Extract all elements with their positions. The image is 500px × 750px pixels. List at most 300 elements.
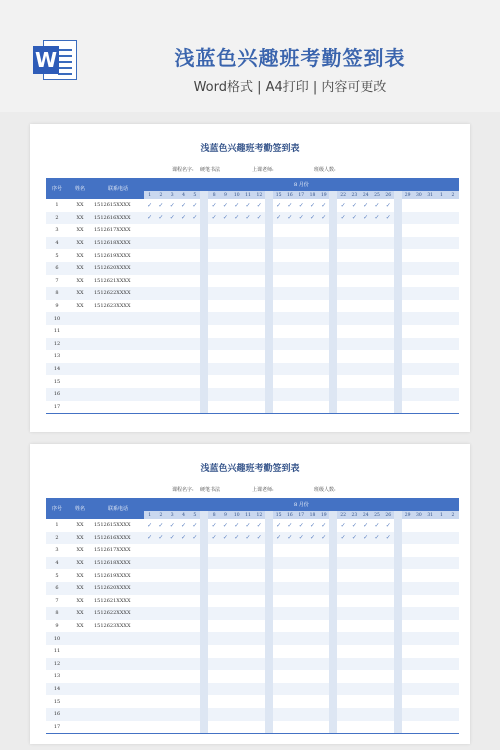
attendance-cell: [178, 544, 189, 557]
attendance-cell: [318, 325, 329, 338]
attendance-cell: [402, 338, 413, 351]
teacher-label: 上课老师:: [252, 167, 274, 173]
table-row: [46, 519, 459, 532]
attendance-cell: [349, 721, 360, 734]
attendance-cell: [155, 721, 166, 734]
attendance-cell: ✓: [254, 532, 265, 545]
attendance-cell: [413, 632, 424, 645]
week-gap: [200, 544, 208, 557]
row-number: 6: [46, 262, 68, 275]
week-gap: [394, 511, 402, 519]
day-header: 15: [273, 191, 284, 199]
week-gap: [394, 375, 402, 388]
attendance-cell: [436, 363, 447, 376]
attendance-cell: [402, 683, 413, 696]
attendance-cell: ✓: [385, 201, 391, 209]
week-gap: [200, 249, 208, 262]
attendance-cell: [296, 582, 307, 595]
attendance-cell: [208, 350, 219, 363]
attendance-cell: [360, 569, 371, 582]
week-gap: [394, 658, 402, 671]
attendance-cell: [402, 708, 413, 721]
attendance-cell: [284, 695, 295, 708]
attendance-cell: [178, 645, 189, 658]
attendance-cell: [349, 224, 360, 237]
week-gap: [329, 695, 337, 708]
student-phone: [92, 658, 144, 671]
attendance-cell: [167, 375, 178, 388]
attendance-cell: [231, 237, 242, 250]
attendance-cell: [425, 658, 436, 671]
attendance-cell: [318, 582, 329, 595]
attendance-cell: [284, 325, 295, 338]
student-name: XX: [68, 212, 92, 225]
week-gap: [200, 224, 208, 237]
attendance-cell: [425, 199, 436, 212]
table-row: [46, 375, 459, 388]
week-gap: [329, 683, 337, 696]
attendance-cell: [318, 708, 329, 721]
attendance-cell: [307, 544, 318, 557]
table-row: [46, 683, 459, 696]
day-header: 9: [220, 191, 231, 199]
attendance-cell: [371, 375, 382, 388]
day-header: 16: [284, 191, 295, 199]
col-header-name: 姓名: [68, 498, 92, 519]
attendance-cell: [413, 607, 424, 620]
week-gap: [329, 363, 337, 376]
table-row: [46, 363, 459, 376]
attendance-cell: [296, 557, 307, 570]
week-gap: [200, 350, 208, 363]
attendance-cell: [371, 695, 382, 708]
attendance-cell: ✓: [371, 532, 382, 545]
attendance-cell: ✓: [351, 521, 357, 529]
attendance-cell: [231, 658, 242, 671]
attendance-cell: [413, 683, 424, 696]
table-row: [46, 325, 459, 338]
day-header: 3: [167, 191, 178, 199]
attendance-cell: [360, 388, 371, 401]
student-name: [68, 312, 92, 325]
student-name: [68, 695, 92, 708]
attendance-cell: [318, 312, 329, 325]
table-row: [46, 224, 459, 237]
attendance-cell: ✓: [208, 212, 219, 225]
attendance-cell: [447, 557, 459, 570]
attendance-cell: [273, 325, 284, 338]
week-gap: [394, 683, 402, 696]
week-gap: [329, 224, 337, 237]
attendance-cell: [318, 338, 329, 351]
attendance-cell: [413, 582, 424, 595]
student-phone: 1512617XXXX: [94, 547, 131, 554]
week-gap: [394, 595, 402, 608]
student-name: [68, 338, 92, 351]
attendance-cell: [413, 262, 424, 275]
attendance-cell: [436, 401, 447, 414]
day-header: 8: [208, 511, 219, 519]
attendance-cell: ✓: [169, 521, 175, 529]
attendance-cell: [155, 544, 166, 557]
attendance-cell: [349, 275, 360, 288]
week-gap: [265, 212, 273, 225]
student-phone: [92, 645, 144, 658]
attendance-cell: [318, 645, 329, 658]
attendance-cell: ✓: [318, 532, 329, 545]
attendance-cell: [242, 620, 253, 633]
attendance-cell: [413, 658, 424, 671]
attendance-cell: [220, 721, 231, 734]
day-header: 2: [447, 511, 459, 519]
week-gap: [329, 388, 337, 401]
student-phone: 1512620XXXX: [92, 582, 144, 595]
student-phone: [92, 350, 144, 363]
week-gap: [394, 275, 402, 288]
row-number: 7: [55, 597, 59, 604]
attendance-cell: [254, 375, 265, 388]
attendance-cell: [296, 287, 307, 300]
attendance-cell: [383, 645, 394, 658]
attendance-cell: [155, 557, 166, 570]
week-gap: [200, 607, 208, 620]
attendance-cell: [155, 670, 166, 683]
week-gap: [265, 375, 273, 388]
attendance-cell: [402, 658, 413, 671]
attendance-cell: [447, 300, 459, 313]
week-gap: [329, 658, 337, 671]
week-gap: [265, 312, 273, 325]
week-gap: [394, 632, 402, 645]
student-phone: 1512616XXXX: [92, 532, 144, 545]
week-gap: [265, 401, 273, 414]
attendance-cell: [318, 300, 329, 313]
attendance-cell: [189, 275, 200, 288]
attendance-cell: [254, 658, 265, 671]
week-gap: [200, 511, 208, 519]
day-header: 29: [402, 191, 413, 199]
attendance-cell: [155, 300, 166, 313]
week-gap: [200, 620, 208, 633]
attendance-cell: [273, 350, 284, 363]
attendance-cell: [436, 249, 447, 262]
attendance-cell: [413, 325, 424, 338]
attendance-cell: [220, 645, 231, 658]
attendance-cell: [144, 275, 155, 288]
week-gap: [265, 595, 273, 608]
week-gap: [265, 708, 273, 721]
attendance-cell: [413, 708, 424, 721]
attendance-cell: [383, 401, 394, 414]
attendance-cell: [447, 695, 459, 708]
week-gap: [265, 620, 273, 633]
attendance-cell: [318, 658, 329, 671]
attendance-cell: [189, 695, 200, 708]
student-phone: [92, 325, 144, 338]
attendance-cell: [447, 212, 459, 225]
attendance-cell: [242, 325, 253, 338]
attendance-cell: [337, 338, 348, 351]
attendance-cell: [425, 695, 436, 708]
attendance-cell: [360, 708, 371, 721]
attendance-cell: [296, 224, 307, 237]
attendance-cell: [231, 695, 242, 708]
attendance-cell: [383, 582, 394, 595]
attendance-cell: [273, 670, 284, 683]
attendance-cell: [284, 683, 295, 696]
attendance-cell: [284, 658, 295, 671]
attendance-cell: ✓: [144, 212, 155, 225]
attendance-cell: [231, 300, 242, 313]
week-gap: [200, 632, 208, 645]
attendance-cell: [402, 212, 413, 225]
attendance-cell: ✓: [178, 212, 189, 225]
attendance-cell: [242, 569, 253, 582]
week-gap: [394, 224, 402, 237]
attendance-cell: [318, 721, 329, 734]
attendance-cell: [349, 670, 360, 683]
attendance-cell: [254, 388, 265, 401]
attendance-cell: [447, 249, 459, 262]
student-phone: 1512615XXXX: [94, 202, 131, 209]
day-header: 23: [349, 511, 360, 519]
week-gap: [329, 237, 337, 250]
attendance-cell: [413, 401, 424, 414]
attendance-cell: [167, 620, 178, 633]
attendance-cell: [447, 325, 459, 338]
week-gap: [329, 262, 337, 275]
week-gap: [200, 683, 208, 696]
student-phone: [92, 388, 144, 401]
attendance-cell: [318, 557, 329, 570]
attendance-cell: [220, 325, 231, 338]
attendance-cell: [189, 338, 200, 351]
week-gap: [394, 249, 402, 262]
attendance-cell: [383, 607, 394, 620]
attendance-cell: [208, 632, 219, 645]
attendance-cell: [425, 375, 436, 388]
attendance-cell: [413, 721, 424, 734]
attendance-cell: [425, 557, 436, 570]
week-gap: [200, 658, 208, 671]
row-number: 13: [53, 673, 61, 680]
student-phone: 1512616XXXX: [92, 212, 144, 225]
attendance-cell: ✓: [363, 201, 369, 209]
attendance-cell: [413, 312, 424, 325]
attendance-cell: [349, 620, 360, 633]
attendance-cell: [155, 620, 166, 633]
attendance-cell: [254, 363, 265, 376]
table-row: [46, 275, 459, 288]
attendance-cell: ✓: [318, 212, 329, 225]
day-header: 12: [254, 191, 265, 199]
attendance-cell: [254, 237, 265, 250]
attendance-cell: [337, 670, 348, 683]
attendance-cell: [273, 645, 284, 658]
attendance-cell: [284, 224, 295, 237]
attendance-cell: [296, 249, 307, 262]
attendance-cell: [189, 544, 200, 557]
attendance-cell: [254, 338, 265, 351]
attendance-cell: [371, 658, 382, 671]
attendance-cell: ✓: [211, 521, 217, 529]
attendance-cell: ✓: [287, 521, 293, 529]
attendance-cell: [436, 199, 447, 212]
table-row: [46, 645, 459, 658]
day-header: 11: [242, 191, 253, 199]
attendance-cell: [383, 224, 394, 237]
attendance-cell: [242, 224, 253, 237]
attendance-cell: [337, 401, 348, 414]
attendance-cell: [220, 338, 231, 351]
week-gap: [394, 582, 402, 595]
attendance-cell: [337, 350, 348, 363]
col-header-name: 姓名: [68, 178, 92, 199]
attendance-cell: [254, 262, 265, 275]
attendance-cell: [307, 237, 318, 250]
attendance-cell: [447, 721, 459, 734]
week-gap: [265, 607, 273, 620]
attendance-cell: [242, 249, 253, 262]
attendance-cell: [273, 620, 284, 633]
attendance-cell: [144, 683, 155, 696]
student-phone: 1512618XXXX: [92, 557, 144, 570]
attendance-cell: [402, 519, 413, 532]
attendance-cell: [383, 338, 394, 351]
week-gap: [265, 695, 273, 708]
attendance-cell: [413, 557, 424, 570]
attendance-cell: [402, 300, 413, 313]
attendance-cell: [296, 544, 307, 557]
col-header-phone: 联系电话: [92, 178, 144, 199]
attendance-cell: [242, 721, 253, 734]
attendance-cell: [402, 595, 413, 608]
attendance-cell: [296, 708, 307, 721]
week-gap: [329, 338, 337, 351]
week-gap: [265, 388, 273, 401]
attendance-cell: [273, 695, 284, 708]
attendance-cell: [144, 249, 155, 262]
table-row: [46, 658, 459, 671]
attendance-cell: [402, 199, 413, 212]
attendance-cell: [273, 721, 284, 734]
attendance-cell: [360, 375, 371, 388]
attendance-cell: ✓: [374, 201, 380, 209]
page-title: 浅蓝色兴趣班考勤签到表: [174, 46, 406, 70]
student-name: [68, 388, 92, 401]
attendance-cell: [208, 237, 219, 250]
attendance-cell: [167, 338, 178, 351]
attendance-cell: [220, 312, 231, 325]
attendance-cell: [189, 224, 200, 237]
day-header: 5: [189, 511, 200, 519]
week-gap: [329, 212, 337, 225]
attendance-cell: [208, 544, 219, 557]
attendance-cell: [231, 607, 242, 620]
preview-header: [0, 0, 500, 112]
day-header: 17: [296, 191, 307, 199]
attendance-cell: [144, 325, 155, 338]
attendance-cell: ✓: [189, 212, 200, 225]
attendance-cell: [383, 287, 394, 300]
attendance-cell: [360, 683, 371, 696]
attendance-cell: [220, 375, 231, 388]
attendance-cell: [178, 557, 189, 570]
attendance-cell: [284, 237, 295, 250]
attendance-cell: [436, 607, 447, 620]
attendance-cell: [413, 275, 424, 288]
attendance-cell: [284, 375, 295, 388]
attendance-cell: [337, 544, 348, 557]
attendance-cell: [144, 375, 155, 388]
week-gap: [329, 708, 337, 721]
attendance-cell: [413, 645, 424, 658]
attendance-cell: [242, 557, 253, 570]
attendance-cell: [231, 388, 242, 401]
attendance-cell: [231, 683, 242, 696]
attendance-cell: [383, 708, 394, 721]
attendance-cell: ✓: [284, 212, 295, 225]
attendance-cell: [360, 544, 371, 557]
attendance-cell: [318, 287, 329, 300]
student-phone: 1512621XXXX: [94, 597, 131, 604]
attendance-cell: [383, 312, 394, 325]
attendance-cell: [273, 375, 284, 388]
attendance-cell: [167, 695, 178, 708]
week-gap: [394, 645, 402, 658]
week-gap: [329, 557, 337, 570]
attendance-cell: [360, 325, 371, 338]
attendance-cell: [307, 607, 318, 620]
attendance-cell: [155, 363, 166, 376]
attendance-cell: [254, 557, 265, 570]
attendance-cell: [189, 325, 200, 338]
attendance-cell: [318, 595, 329, 608]
attendance-cell: [337, 695, 348, 708]
row-number: 17: [46, 721, 68, 734]
attendance-cell: [242, 595, 253, 608]
attendance-cell: [402, 401, 413, 414]
attendance-cell: [167, 300, 178, 313]
attendance-cell: [284, 721, 295, 734]
day-header: 19: [318, 191, 329, 199]
attendance-cell: [425, 388, 436, 401]
attendance-cell: [436, 519, 447, 532]
attendance-cell: [254, 401, 265, 414]
attendance-cell: ✓: [155, 212, 166, 225]
attendance-cell: [425, 363, 436, 376]
attendance-cell: [425, 620, 436, 633]
attendance-cell: [413, 519, 424, 532]
student-phone: [92, 312, 144, 325]
week-gap: [394, 401, 402, 414]
attendance-cell: [155, 607, 166, 620]
table-row: [46, 721, 459, 734]
week-gap: [394, 544, 402, 557]
attendance-cell: ✓: [254, 212, 265, 225]
attendance-cell: [167, 645, 178, 658]
attendance-cell: [337, 388, 348, 401]
week-gap: [265, 350, 273, 363]
attendance-cell: [231, 262, 242, 275]
week-gap: [200, 519, 208, 532]
attendance-cell: [307, 325, 318, 338]
day-header: 1: [144, 511, 155, 519]
attendance-cell: [425, 325, 436, 338]
student-name: [68, 325, 92, 338]
attendance-cell: [337, 645, 348, 658]
attendance-cell: [383, 350, 394, 363]
